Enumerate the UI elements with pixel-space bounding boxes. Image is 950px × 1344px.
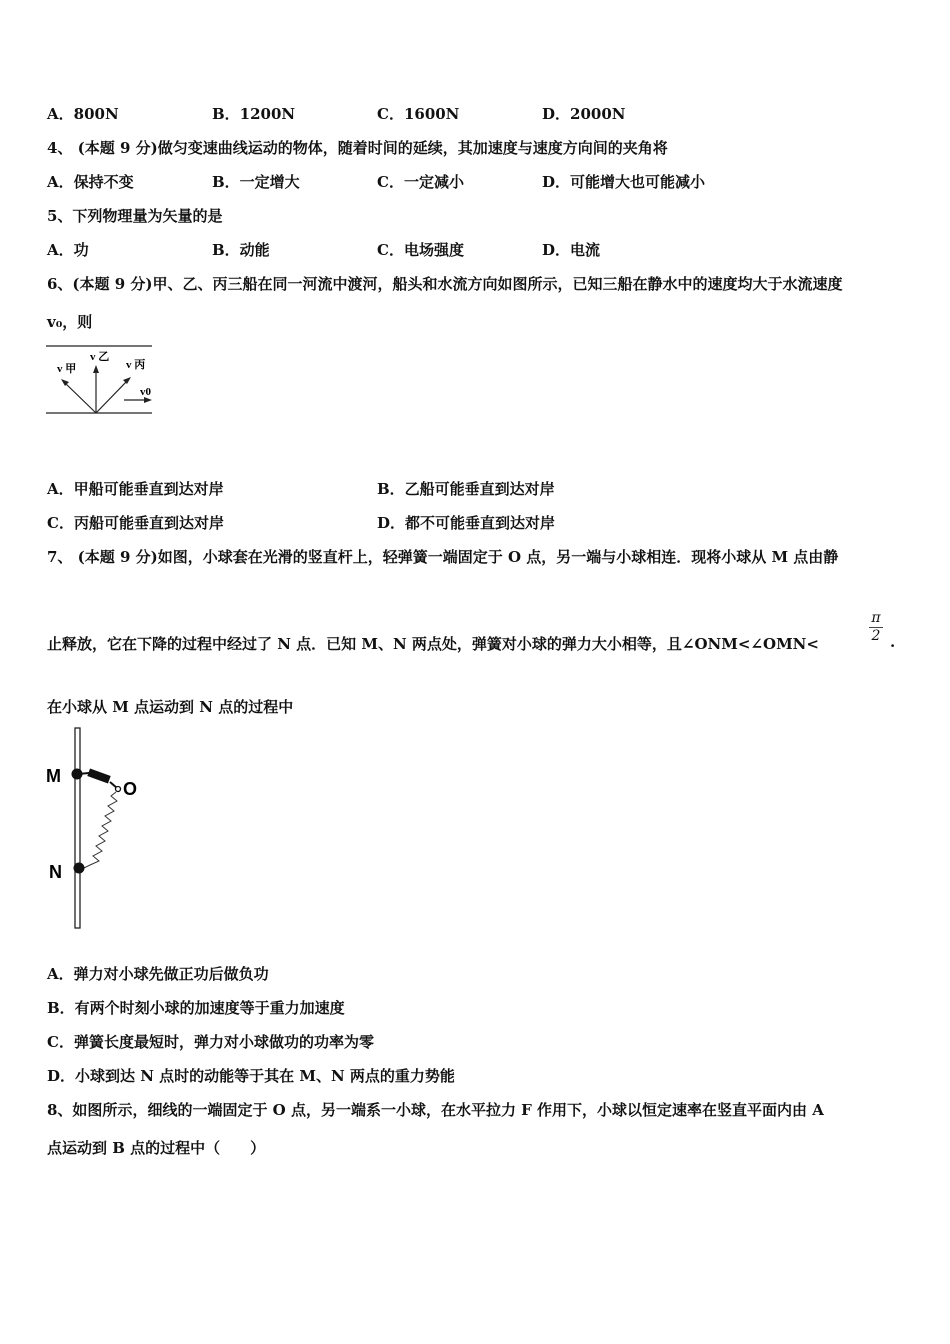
v-yi-label: v 乙 xyxy=(90,351,110,363)
q7-stem-line2-end: . xyxy=(890,633,896,651)
q6-option-d: D．都不可能垂直到达对岸 xyxy=(377,514,556,532)
q4-option-d: D．可能增大也可能减小 xyxy=(542,173,706,191)
q3-option-d: D．2000N xyxy=(542,105,626,123)
v0-label: v0 xyxy=(140,386,151,398)
q6-option-a: A．甲船可能垂直到达对岸 xyxy=(47,480,224,498)
q3-option-c: C．1600N xyxy=(377,105,460,123)
q3-option-b: B．1200N xyxy=(212,105,296,123)
q6-option-b: B．乙船可能垂直到达对岸 xyxy=(377,480,555,498)
v-bing-arrow xyxy=(96,380,128,413)
q5-option-b: B．动能 xyxy=(212,241,270,259)
q7-option-d: D．小球到达 N 点时的动能等于其在 M、N 两点的重力势能 xyxy=(47,1067,455,1085)
label-n: N xyxy=(49,862,62,882)
label-m: M xyxy=(46,766,61,786)
q6-stem-line1: 6、(本题 9 分)甲、乙、丙三船在同一河流中渡河，船头和水流方向如图所示，已知三船在静水中的速度均大于水流速度 xyxy=(47,275,843,293)
spring-coil xyxy=(84,792,117,868)
v-jia-label: v 甲 xyxy=(57,363,77,375)
q6-river-figure xyxy=(44,340,164,420)
q7-option-c: C．弹簧长度最短时，弹力对小球做功的功率为零 xyxy=(47,1033,374,1051)
q4-option-c: C．一定减小 xyxy=(377,173,464,191)
v-jia-arrow xyxy=(64,382,96,413)
q7-stem-line2-text: 止释放，它在下降的过程中经过了 N 点．已知 M、N 两点处，弹簧对小球的弹力大小相等，且∠ONM<∠OMN< xyxy=(47,635,819,653)
v-bing-arrowhead xyxy=(123,377,131,384)
v-yi-arrowhead xyxy=(93,365,99,373)
q5-option-c: C．电场强度 xyxy=(377,241,464,259)
q8-stem-line2: 点运动到 B 点的过程中（ ） xyxy=(47,1139,266,1157)
vertical-rod xyxy=(75,728,80,928)
q6-option-c: C．丙船可能垂直到达对岸 xyxy=(47,514,224,532)
ball-n xyxy=(74,863,85,874)
ball-m xyxy=(72,769,83,780)
q4-option-a: A．保持不变 xyxy=(47,173,134,191)
q7-stem-line3: 在小球从 M 点运动到 N 点的过程中 xyxy=(47,698,294,716)
spring-block xyxy=(87,768,110,783)
point-o-pivot xyxy=(116,787,121,792)
label-o: O xyxy=(123,779,138,799)
q8-stem-line1: 8、如图所示，细线的一端固定于 O 点，另一端系一小球，在水平拉力 F 作用下，小球以恒定速率在竖直平面内由 A xyxy=(47,1101,824,1119)
q7-option-a: A．弹力对小球先做正功后做负功 xyxy=(47,965,269,983)
q3-option-a: A．800N xyxy=(47,105,119,123)
q5-option-a: A．功 xyxy=(47,241,89,259)
q7-pi-over-2 xyxy=(869,610,883,645)
q7-stem-line2 xyxy=(47,633,819,654)
q7-stem-line1: 7、 (本题 9 分)如图，小球套在光滑的竖直杆上，轻弹簧一端固定于 O 点，另一端与小球相连．现将小球从 M 点由静 xyxy=(47,548,839,566)
v-bing-label: v 丙 xyxy=(126,359,146,371)
q4-option-b: B．一定增大 xyxy=(212,173,300,191)
q5-option-d: D．电流 xyxy=(542,241,601,259)
q4-stem: 4、 (本题 9 分)做匀变速曲线运动的物体，随着时间的延续，其加速度与速度方向间的夹角将 xyxy=(47,139,668,157)
pi-denominator: 2 xyxy=(871,628,881,644)
pi-numerator: π xyxy=(869,610,883,628)
q7-spring-figure xyxy=(44,726,154,932)
q5-stem: 5、下列物理量为矢量的是 xyxy=(47,207,223,225)
q7-option-b: B．有两个时刻小球的加速度等于重力加速度 xyxy=(47,999,345,1017)
q6-stem-line2: v₀，则 xyxy=(47,313,93,331)
